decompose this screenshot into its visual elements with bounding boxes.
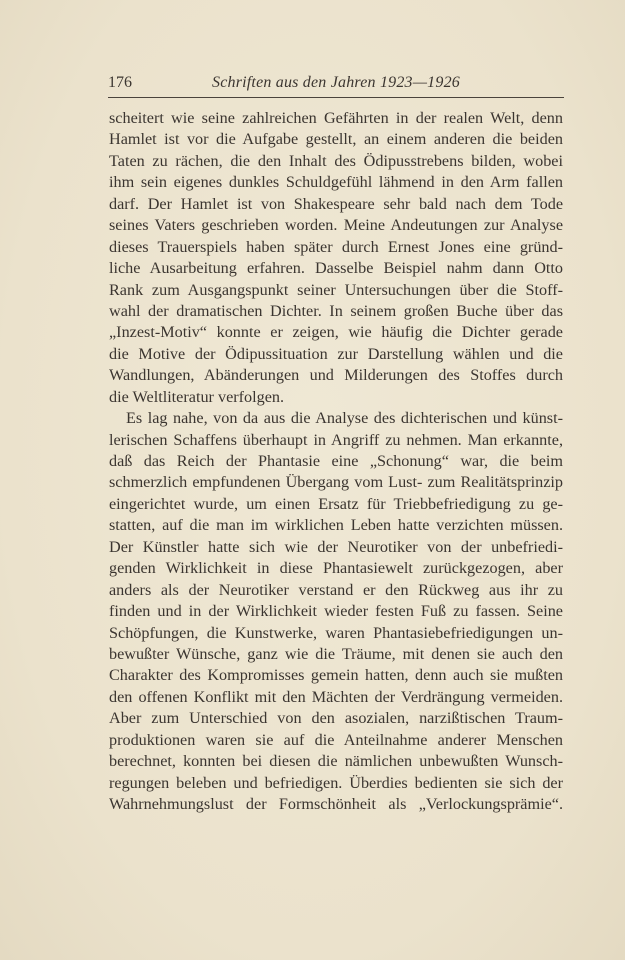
body-text bbox=[109, 108, 563, 815]
text-line: darf. Der Hamlet ist von Shakespeare sehr bald nach dem Tode bbox=[109, 194, 563, 213]
text-line: liche Ausarbeitung erfahren. Dasselbe Beispiel nahm dann Otto bbox=[109, 259, 563, 278]
running-title: Schriften aus den Jahren 1923—1926 bbox=[212, 74, 460, 91]
text-line: Es lag nahe, von da aus die Analyse des dichterischen und künst- bbox=[126, 409, 563, 428]
text-line: bewußter Wünsche, ganz wie die Träume, mit denen sie auch den bbox=[109, 644, 563, 663]
text-line: Hamlet ist vor die Aufgabe gestellt, an einem anderen die beiden bbox=[109, 130, 563, 149]
text-line: scheitert wie seine zahlreichen Gefährten in der realen Welt, denn bbox=[109, 109, 563, 127]
text-line: wahl der dramatischen Dichter. In seinem großen Buche über das bbox=[109, 301, 563, 320]
text-line: ihm sein eigenes dunkles Schuldgefühl lähmend in den Arm fallen bbox=[109, 173, 563, 192]
text-line: statten, auf die man im wirklichen Leben hatte verzichten müssen. bbox=[109, 516, 563, 535]
page-number: 176 bbox=[108, 74, 132, 91]
text-line: Schöpfungen, die Kunstwerke, waren Phantasiebefriedigungen un- bbox=[109, 623, 563, 642]
text-line: eingerichtet wurde, um einen Ersatz für Triebbefriedigung zu ge- bbox=[109, 494, 563, 513]
text-line: seines Vaters geschrieben worden. Meine Andeutungen zur Analyse bbox=[109, 216, 563, 235]
text-line: Aber zum Unterschied von den asozialen, narzißtischen Traum- bbox=[109, 709, 563, 728]
text-line: schmerzlich empfundenen Übergang vom Lust- zum Realitätsprinzip bbox=[109, 473, 563, 492]
text-line: die Weltliteratur verfolgen. bbox=[109, 387, 285, 406]
text-line: regungen beleben und befriedigen. Überdies bedienten sie sich der bbox=[109, 773, 563, 792]
text-line: finden und in der Wirklichkeit wieder festen Fuß zu fassen. Seine bbox=[109, 602, 563, 621]
text-line: Rank zum Ausgangspunkt seiner Untersuchungen über die Stoff- bbox=[109, 280, 563, 299]
header-rule bbox=[108, 97, 564, 98]
text-line: genden Wirklichkeit in diese Phantasiewelt zurückgezogen, aber bbox=[109, 559, 563, 578]
text-line: Wandlungen, Abänderungen und Milderungen des Stoffes durch bbox=[109, 366, 563, 385]
text-line: die Motive der Ödipussituation zur Darstellung wählen und die bbox=[109, 344, 563, 363]
text-line: dieses Trauerspiels haben später durch Ernest Jones eine gründ- bbox=[109, 237, 563, 256]
text-line: Taten zu rächen, die den Inhalt des Ödipusstrebens bilden, wobei bbox=[109, 151, 563, 170]
text-line: anders als der Neurotiker verstand er den Rückweg aus ihr zu bbox=[109, 580, 563, 599]
text-line: „Inzest-Motiv“ konnte er zeigen, wie häufig die Dichter gerade bbox=[109, 323, 563, 342]
text-line: den offenen Konflikt mit den Mächten der Verdrängung vermeiden. bbox=[109, 687, 563, 706]
text-line: berechnet, konnten bei diesen die nämlichen unbewußten Wunsch- bbox=[109, 752, 563, 771]
text-line: Der Künstler hatte sich wie der Neurotiker von der unbefriedi- bbox=[109, 537, 563, 556]
page-header bbox=[108, 74, 564, 96]
text-line: Charakter des Kompromisses gemein hatten, denn auch sie mußten bbox=[109, 666, 563, 685]
text-line: lerischen Schaffens überhaupt in Angriff zu nehmen. Man erkannte, bbox=[109, 430, 563, 449]
text-line: Wahrnehmungslust der Formschönheit als „Verlockungsprämie“. bbox=[109, 795, 563, 813]
text-line: daß das Reich der Phantasie eine „Schonung“ war, die beim bbox=[109, 452, 563, 470]
text-line: produktionen waren sie auf die Anteilnahme anderer Menschen bbox=[109, 730, 563, 749]
